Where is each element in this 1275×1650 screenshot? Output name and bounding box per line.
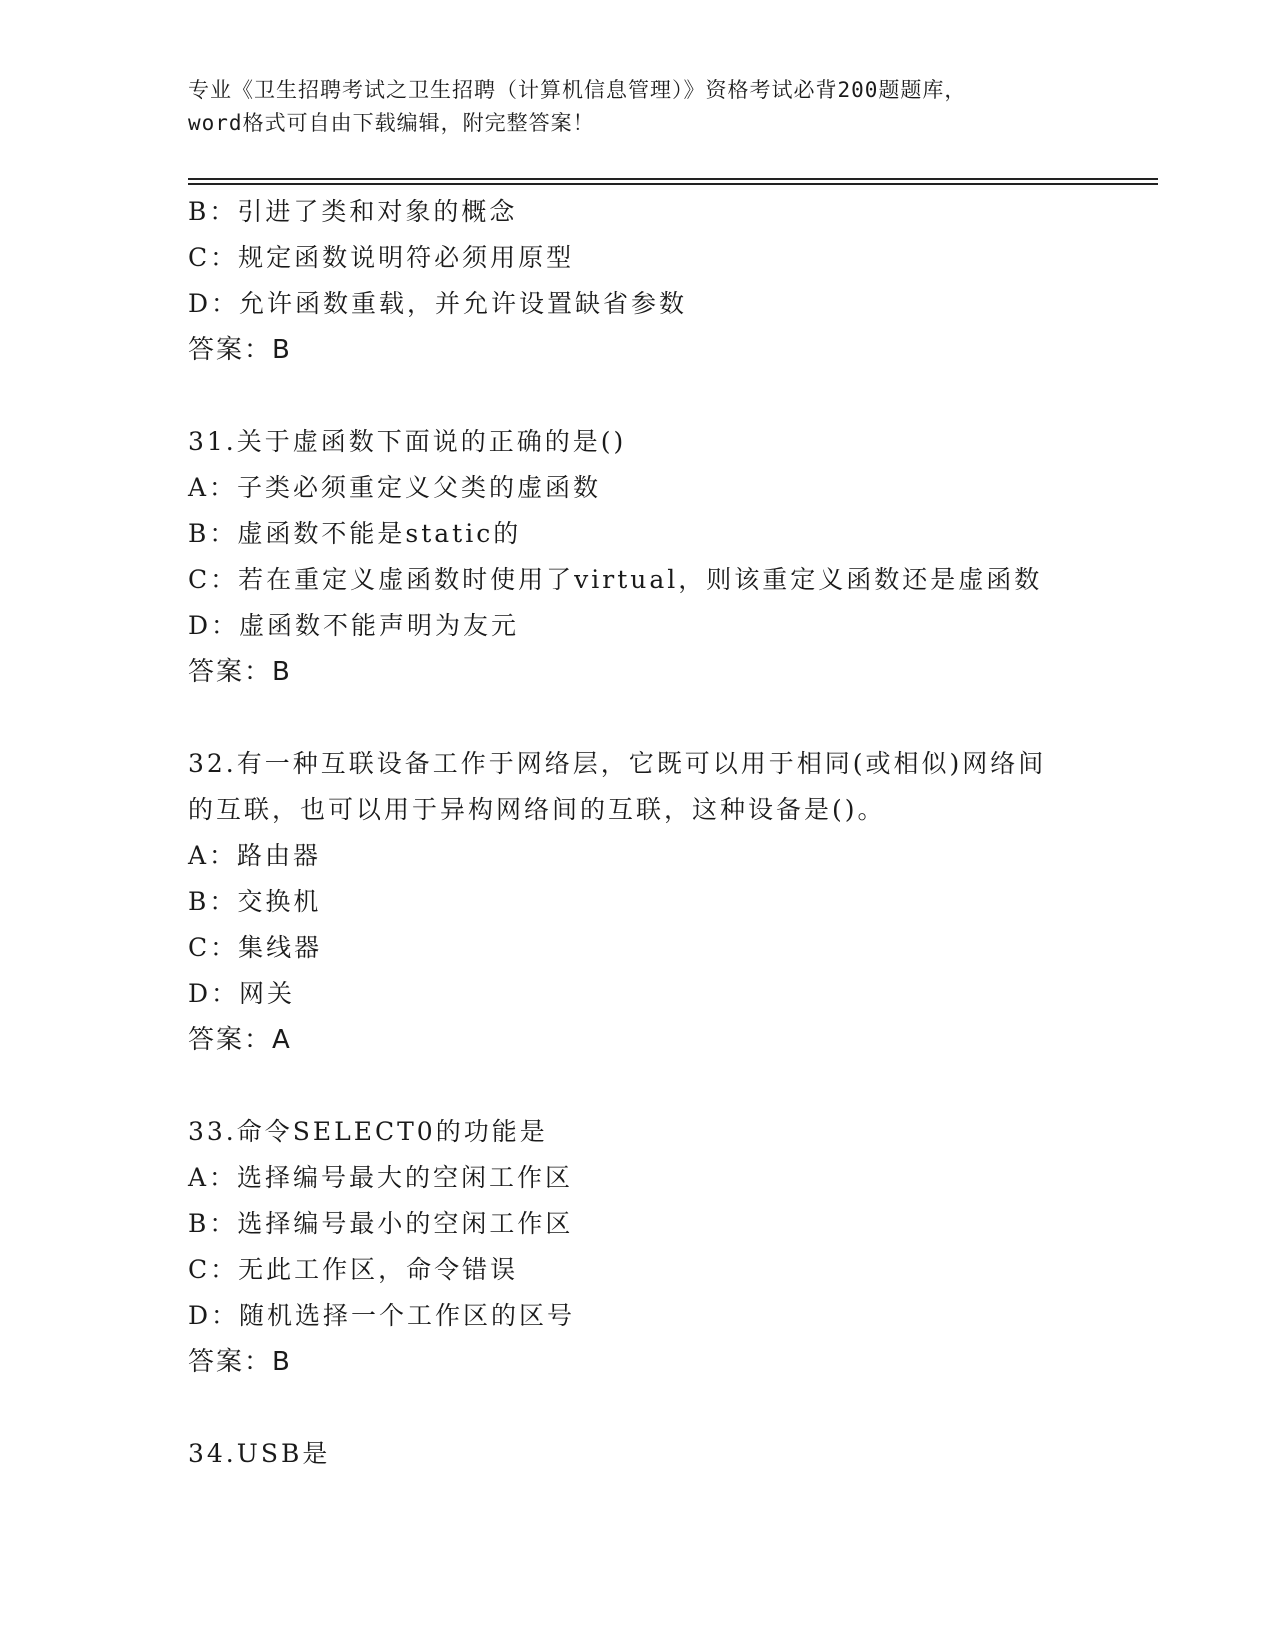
option-c: C：规定函数说明符必须用原型 — [188, 243, 575, 272]
spacer — [188, 1063, 1088, 1109]
option-b: B：交换机 — [188, 887, 322, 916]
option-a: A：路由器 — [188, 841, 322, 870]
question-stem: 34.USB是 — [188, 1439, 331, 1468]
question-list — [188, 189, 1088, 1477]
spacer — [188, 1385, 1088, 1431]
option-a: A：子类必须重定义父类的虚函数 — [188, 473, 602, 502]
option-b: B：选择编号最小的空闲工作区 — [188, 1209, 574, 1238]
option-a: A：选择编号最大的空闲工作区 — [188, 1163, 574, 1192]
question-32 — [188, 741, 1088, 1063]
option-b: B：虚函数不能是static的 — [188, 519, 522, 548]
header-line-1: 专业《卫生招聘考试之卫生招聘（计算机信息管理）》资格考试必背200题题库， — [188, 78, 967, 102]
spacer — [188, 695, 1088, 741]
answer: 答案：B — [188, 335, 292, 365]
question-31 — [188, 419, 1088, 695]
header-divider-top — [188, 178, 1158, 180]
answer: 答案：B — [188, 1347, 292, 1377]
question-stem-line-2: 的互联，也可以用于异构网络间的互联，这种设备是()。 — [188, 795, 886, 824]
question-stem-line-1: 32.有一种互联设备工作于网络层，它既可以用于相同(或相似)网络间 — [188, 749, 1047, 778]
question-34 — [188, 1431, 1088, 1477]
option-d: D：随机选择一个工作区的区号 — [188, 1301, 576, 1330]
header-divider-bottom — [188, 183, 1158, 185]
answer: 答案：A — [188, 1025, 292, 1055]
answer: 答案：B — [188, 657, 292, 687]
option-c: C：集线器 — [188, 933, 323, 962]
option-d: D：允许函数重载，并允许设置缺省参数 — [188, 289, 688, 318]
option-c: C：无此工作区，命令错误 — [188, 1255, 519, 1284]
option-b: B：引进了类和对象的概念 — [188, 197, 518, 226]
option-d: D：网关 — [188, 979, 296, 1008]
header-line-2: word格式可自由下载编辑，附完整答案！ — [188, 111, 595, 135]
question-stem: 33.命令SELECT0的功能是 — [188, 1117, 548, 1146]
option-d: D：虚函数不能声明为友元 — [188, 611, 520, 640]
spacer — [188, 373, 1088, 419]
document-header — [188, 74, 1088, 140]
option-c: C：若在重定义虚函数时使用了virtual，则该重定义函数还是虚函数 — [188, 565, 1043, 594]
question-30 — [188, 189, 1088, 373]
question-stem: 31.关于虚函数下面说的正确的是() — [188, 427, 627, 456]
question-33 — [188, 1109, 1088, 1385]
